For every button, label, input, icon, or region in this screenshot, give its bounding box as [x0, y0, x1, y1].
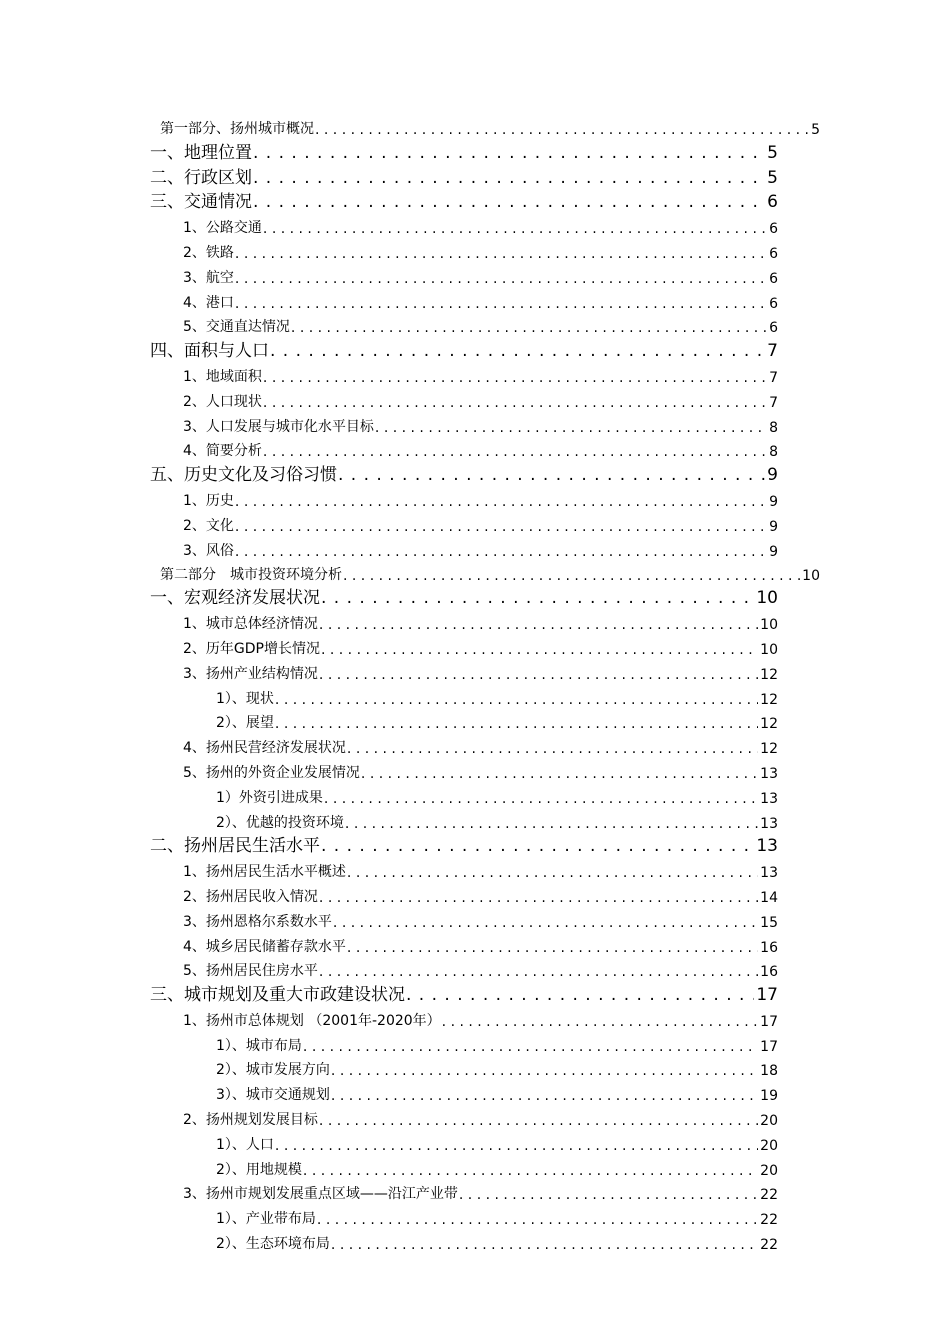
toc-entry-title: 1、地域面积	[183, 368, 262, 385]
dot-leader	[321, 642, 758, 658]
toc-entry-title: 2）、用地规模	[216, 1161, 302, 1178]
dot-leader	[361, 766, 758, 782]
toc-entry-page: 6	[769, 295, 778, 312]
toc-entry[interactable]	[0, 436, 950, 461]
dot-leader	[331, 1088, 758, 1104]
toc-entry-page: 5	[767, 167, 778, 188]
toc-entry-title: 4、扬州民营经济发展状况	[183, 740, 346, 757]
dot-leader	[319, 1113, 758, 1129]
toc-entry[interactable]	[0, 460, 950, 485]
dot-leader	[347, 741, 758, 757]
dot-leader	[321, 836, 754, 856]
dot-leader	[442, 1014, 759, 1030]
toc-entry-title: 3、扬州产业结构情况	[183, 665, 318, 682]
toc-entry-page: 9	[769, 543, 778, 560]
toc-entry-page: 16	[760, 964, 778, 981]
dot-leader	[235, 494, 767, 510]
toc-entry[interactable]	[0, 138, 950, 163]
dot-leader	[263, 444, 767, 460]
toc-entry-title: 第一部分、扬州城市概况	[160, 121, 314, 137]
toc-entry-title: 1）、现状	[216, 690, 274, 707]
toc-entry-page: 6	[769, 320, 778, 337]
toc-entry[interactable]	[0, 683, 950, 708]
toc-entry[interactable]	[0, 188, 950, 213]
toc-entry-page: 10	[756, 588, 778, 609]
dot-leader	[321, 588, 754, 608]
dot-leader	[303, 1039, 758, 1055]
toc-entry-page: 20	[760, 1162, 778, 1179]
dot-leader	[345, 816, 758, 832]
toc-entry[interactable]	[0, 312, 950, 337]
toc-entry[interactable]	[0, 386, 950, 411]
toc-entry[interactable]	[0, 485, 950, 510]
toc-entry[interactable]	[0, 237, 950, 262]
toc-entry[interactable]	[0, 1104, 950, 1129]
toc-entry[interactable]	[0, 1079, 950, 1104]
toc-entry-title: 1、历史	[183, 492, 234, 509]
dot-leader	[333, 915, 758, 931]
dot-leader	[303, 1163, 758, 1179]
toc-entry-page: 19	[760, 1088, 778, 1105]
toc-entry-page: 13	[760, 765, 778, 782]
toc-entry-page: 12	[760, 741, 778, 758]
dot-leader	[315, 122, 809, 138]
toc-entry-page: 6	[767, 192, 778, 213]
toc-entry[interactable]	[0, 658, 950, 683]
toc-entry-title: 1）、城市布局	[216, 1037, 302, 1054]
toc-entry[interactable]	[0, 608, 950, 633]
toc-entry-page: 18	[760, 1063, 778, 1080]
toc-entry-title: 第二部分 城市投资环境分析	[160, 566, 342, 583]
toc-entry[interactable]	[0, 262, 950, 287]
toc-entry-page: 22	[760, 1187, 778, 1204]
toc-entry-title: 二、扬州居民生活水平	[150, 836, 320, 857]
dot-leader	[275, 1138, 758, 1154]
toc-entry[interactable]	[0, 931, 950, 956]
toc-entry-title: 1、扬州居民生活水平概述	[183, 864, 346, 881]
toc-entry-page: 12	[760, 716, 778, 733]
toc-entry[interactable]	[0, 560, 950, 584]
toc-entry[interactable]	[0, 1203, 950, 1228]
toc-entry[interactable]	[0, 1154, 950, 1179]
toc-entry[interactable]	[0, 980, 950, 1005]
toc-entry-page: 7	[769, 394, 778, 411]
toc-entry-title: 2、文化	[183, 517, 234, 534]
toc-entry-title: 4、城乡居民储蓄存款水平	[183, 938, 346, 955]
toc-entry-page: 14	[760, 889, 778, 906]
dot-leader	[317, 1212, 758, 1228]
dot-leader	[319, 890, 758, 906]
toc-entry-page: 9	[767, 465, 778, 486]
toc-entry-page: 5	[811, 122, 820, 138]
toc-entry[interactable]	[0, 832, 950, 857]
toc-entry[interactable]	[0, 584, 950, 609]
dot-leader	[406, 985, 754, 1005]
toc-entry-page: 10	[760, 641, 778, 658]
dot-leader	[338, 465, 765, 485]
dot-leader	[375, 420, 767, 436]
toc-entry-title: 1）外资引进成果	[216, 789, 323, 806]
toc-entry-title: 3、人口发展与城市化水平目标	[183, 418, 374, 435]
toc-entry-title: 2）、优越的投资环境	[216, 814, 344, 831]
toc-entry-title: 1）、人口	[216, 1136, 274, 1153]
toc-entry-page: 9	[769, 518, 778, 535]
toc-entry[interactable]	[0, 708, 950, 733]
dot-leader	[235, 544, 767, 560]
toc-entry-title: 4、简要分析	[183, 443, 262, 460]
toc-entry-title: 3、扬州恩格尔系数水平	[183, 913, 332, 930]
toc-entry[interactable]	[0, 411, 950, 436]
toc-entry-page: 16	[760, 939, 778, 956]
toc-entry-page: 20	[760, 1137, 778, 1154]
toc-entry-page: 6	[769, 245, 778, 262]
toc-entry-title: 5、扬州的外资企业发展情况	[183, 764, 360, 781]
toc-entry[interactable]	[0, 163, 950, 188]
toc-entry-title: 2）、生态环境布局	[216, 1236, 330, 1253]
toc-entry-title: 2、铁路	[183, 244, 234, 261]
toc-entry-page: 8	[769, 444, 778, 461]
dot-leader	[319, 617, 758, 633]
toc-entry-page: 17	[760, 1038, 778, 1055]
toc-entry[interactable]	[0, 1179, 950, 1204]
toc-entry-page: 20	[760, 1113, 778, 1130]
toc-entry[interactable]	[0, 114, 950, 138]
toc-entry-page: 10	[802, 567, 820, 584]
toc-entry-page: 22	[760, 1212, 778, 1229]
toc-entry[interactable]	[0, 782, 950, 807]
toc-entry-page: 12	[760, 666, 778, 683]
toc-entry-title: 二、行政区划	[150, 167, 252, 188]
toc-entry[interactable]	[0, 732, 950, 757]
toc-entry-title: 2、人口现状	[183, 393, 262, 410]
toc-entry-title: 四、面积与人口	[150, 341, 269, 362]
toc-entry-page: 13	[760, 815, 778, 832]
toc-entry[interactable]	[0, 535, 950, 560]
toc-entry-page: 6	[769, 270, 778, 287]
toc-entry-title: 2、历年GDP增长情况	[183, 640, 320, 657]
toc-entry-title: 1）、产业带布局	[216, 1211, 316, 1228]
dot-leader	[253, 143, 765, 163]
toc-entry[interactable]	[0, 287, 950, 312]
toc-entry[interactable]	[0, 1005, 950, 1030]
toc-entry-page: 7	[767, 341, 778, 362]
toc-entry-title: 4、港口	[183, 294, 234, 311]
toc-entry[interactable]	[0, 881, 950, 906]
toc-entry[interactable]	[0, 510, 950, 535]
toc-entry-page: 6	[769, 221, 778, 238]
toc-entry[interactable]	[0, 856, 950, 881]
dot-leader	[291, 320, 767, 336]
toc-entry-page: 13	[760, 790, 778, 807]
toc-entry-page: 17	[760, 1013, 778, 1030]
toc-entry[interactable]	[0, 906, 950, 931]
toc-entry-page: 13	[756, 836, 778, 857]
toc-entry-page: 8	[769, 419, 778, 436]
toc-entry-page: 12	[760, 691, 778, 708]
dot-leader	[263, 221, 767, 237]
toc-entry[interactable]	[0, 1228, 950, 1253]
toc-entry[interactable]	[0, 1030, 950, 1055]
dot-leader	[235, 271, 767, 287]
dot-leader	[343, 568, 800, 584]
toc-entry-title: 2）、城市发展方向	[216, 1062, 330, 1079]
toc-entry-page: 17	[756, 985, 778, 1006]
toc-entry-title: 三、城市规划及重大市政建设状况	[150, 985, 405, 1006]
dot-leader	[459, 1187, 758, 1203]
table-of-contents	[0, 114, 950, 1253]
toc-entry-page: 10	[760, 617, 778, 634]
dot-leader	[347, 865, 758, 881]
toc-entry-title: 五、历史文化及习俗习惯	[150, 465, 337, 486]
dot-leader	[319, 667, 758, 683]
toc-entry[interactable]	[0, 336, 950, 361]
toc-entry-title: 2、扬州居民收入情况	[183, 888, 318, 905]
toc-entry[interactable]	[0, 361, 950, 386]
toc-entry-title: 5、扬州居民住房水平	[183, 963, 318, 980]
toc-entry-title: 3、航空	[183, 269, 234, 286]
dot-leader	[275, 692, 758, 708]
dot-leader	[347, 940, 758, 956]
dot-leader	[263, 395, 767, 411]
dot-leader	[235, 296, 767, 312]
dot-leader	[324, 791, 758, 807]
toc-entry-title: 3、扬州市规划发展重点区域——沿江产业带	[183, 1186, 458, 1203]
toc-entry-title: 3）、城市交通规划	[216, 1087, 330, 1104]
dot-leader	[263, 370, 767, 386]
toc-entry[interactable]	[0, 1055, 950, 1080]
dot-leader	[253, 192, 765, 212]
toc-entry-title: 一、地理位置	[150, 142, 252, 163]
toc-entry-title: 2）、展望	[216, 715, 274, 732]
dot-leader	[235, 519, 767, 535]
dot-leader	[270, 341, 765, 361]
toc-entry[interactable]	[0, 1129, 950, 1154]
dot-leader	[253, 168, 765, 188]
toc-entry[interactable]	[0, 633, 950, 658]
toc-entry-page: 15	[760, 914, 778, 931]
toc-entry-page: 22	[760, 1237, 778, 1254]
dot-leader	[331, 1237, 758, 1253]
toc-entry[interactable]	[0, 956, 950, 981]
dot-leader	[319, 964, 758, 980]
dot-leader	[235, 246, 767, 262]
toc-entry[interactable]	[0, 212, 950, 237]
toc-entry-title: 5、交通直达情况	[183, 319, 290, 336]
toc-entry-page: 13	[760, 865, 778, 882]
dot-leader	[331, 1063, 758, 1079]
toc-entry-title: 一、宏观经济发展状况	[150, 588, 320, 609]
dot-leader	[275, 716, 758, 732]
toc-entry-title: 三、交通情况	[150, 192, 252, 213]
toc-entry-title: 3、风俗	[183, 542, 234, 559]
toc-entry[interactable]	[0, 807, 950, 832]
toc-entry-title: 1、城市总体经济情况	[183, 616, 318, 633]
toc-entry-title: 1、扬州市总体规划 （2001年-2020年）	[183, 1012, 441, 1029]
toc-entry-title: 1、公路交通	[183, 220, 262, 237]
toc-entry-page: 7	[769, 369, 778, 386]
toc-entry-title: 2、扬州规划发展目标	[183, 1112, 318, 1129]
toc-entry-page: 5	[767, 142, 778, 163]
toc-entry-page: 9	[769, 493, 778, 510]
toc-entry[interactable]	[0, 757, 950, 782]
